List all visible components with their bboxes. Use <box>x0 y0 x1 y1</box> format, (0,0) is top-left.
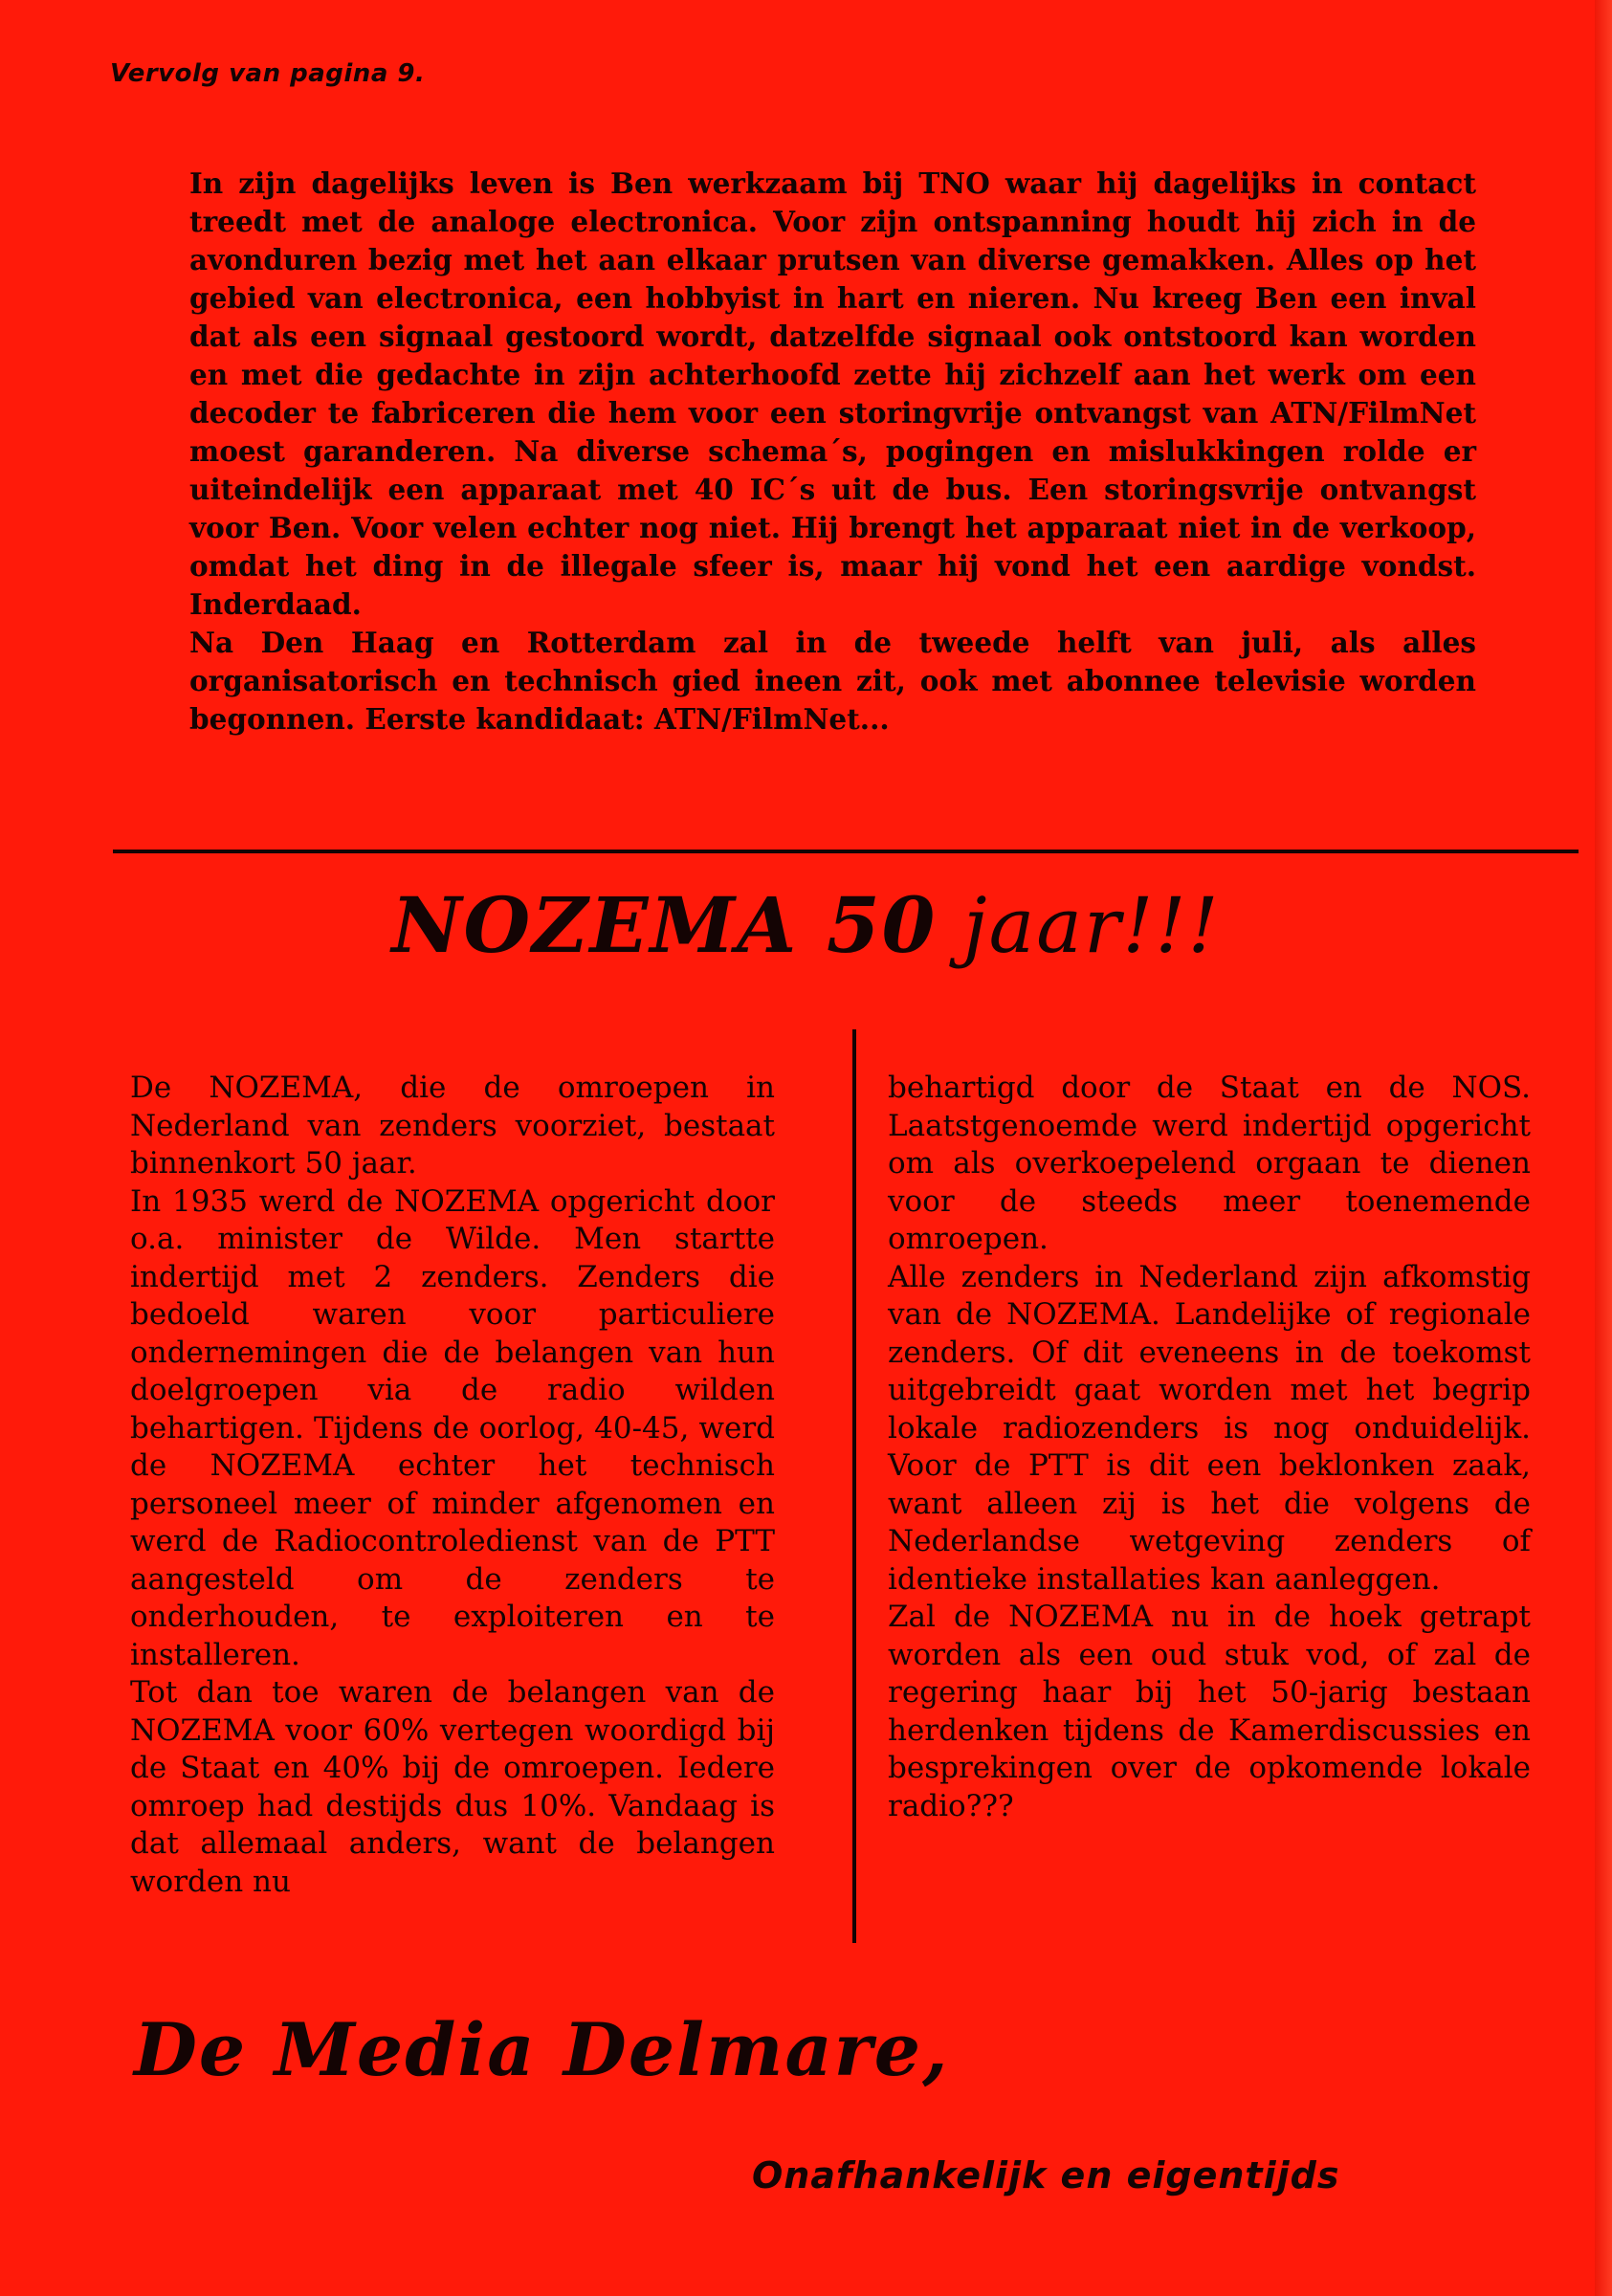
headline-rest: jaar!!! <box>937 881 1221 970</box>
intro-article <box>189 165 1476 739</box>
column-divider <box>852 1029 856 1943</box>
column-paragraph: Alle zenders in Nederland zijn afkomstig van de NOZEMA. Landelijke of regionale zenders. Of dit eveneens in de toekomst uitgebreidt gaat worden met het begrip lokale radiozenders is nog onduidelijk. Voor de PTT is dit een beklonken zaak, want alleen zij is het die volgens de Nederlandse wetgeving zenders of identieke installaties kan aanleggen. <box>888 1259 1531 1597</box>
intro-paragraph: Na Den Haag en Rotterdam zal in de tweede helft van juli, als alles organisatorisch en technisch gied ineen zit, ook met abonnee televisie worden begonnen. Eerste kandidaat: ATN/FilmNet... <box>189 626 1476 736</box>
column-paragraph: De NOZEMA, die de omroepen in Nederland van zenders voorziet, bestaat binnenkort 50 jaar. <box>130 1071 775 1181</box>
headline-bold: NOZEMA 50 <box>391 880 938 970</box>
nozema-left-column <box>130 1070 775 1901</box>
continued-from-label: Vervolg van pagina 9. <box>110 59 426 88</box>
section-divider-rule <box>113 850 1579 853</box>
masthead-tagline: Onafhankelijk en eigentijds <box>752 2154 1340 2197</box>
masthead-title: De Media Delmare, <box>134 2007 950 2092</box>
page-edge <box>1595 0 1612 2296</box>
column-paragraph: In 1935 werd de NOZEMA opgericht door o.a. minister de Wilde. Men startte indertijd met 2 zenders. Zenders die bedoeld waren voor particuliere ondernemingen die de belangen van hun doelgroepen via de radio wilden behartigen. Tijdens de oorlog, 40-45, werd de NOZEMA echter het technisch personeel meer of minder afgenomen en werd de Radiocontroledienst van de PTT aangesteld om de zenders te onderhouden, te exploiteren en te installeren. <box>130 1183 775 1672</box>
nozema-right-column <box>888 1070 1531 1825</box>
column-paragraph: Tot dan toe waren de belangen van de NOZEMA voor 60% vertegen woordigd bij de Staat en 40% bij de omroepen. Iedere omroep had destijds dus 10%. Vandaag is dat allemaal anders, want de belangen worden nu <box>130 1675 775 1899</box>
intro-paragraph: In zijn dagelijks leven is Ben werkzaam bij TNO waar hij dagelijks in contact treedt met de analoge electronica. Voor zijn ontspanning houdt hij zich in de avonduren bezig met het aan elkaar prutsen van diverse gemakken. Alles op het gebied van electronica, een hobbyist in hart en nieren. Nu kreeg Ben een inval dat als een signaal gestoord wordt, datzelfde signaal ook ontstoord kan worden en met die gedachte in zijn achterhoofd zette hij zichzelf aan het werk om een decoder te fabriceren die hem voor een storingvrije ontvangst van ATN/FilmNet moest garanderen. Na diverse schema´s, pogingen en mislukkingen rolde er uiteindelijk een apparaat met 40 IC´s uit de bus. Een storingsvrije ontvangst voor Ben. Voor velen echter nog niet. Hij brengt het apparaat niet in de verkoop, omdat het ding in de illegale sfeer is, maar hij vond het een aardige vondst. Inderdaad. <box>189 166 1476 621</box>
column-paragraph: Zal de NOZEMA nu in de hoek getrapt worden als een oud stuk vod, of zal de regering haar bij het 50-jarig bestaan herdenken tijdens de Kamerdiscussies en besprekingen over de opkomende lokale radio??? <box>888 1600 1531 1823</box>
column-paragraph: behartigd door de Staat en de NOS. Laatstgenoemde werd indertijd opgericht om als overkoepelend orgaan te dienen voor de steeds meer toenemende omroepen. <box>888 1071 1531 1256</box>
nozema-headline <box>0 880 1612 970</box>
